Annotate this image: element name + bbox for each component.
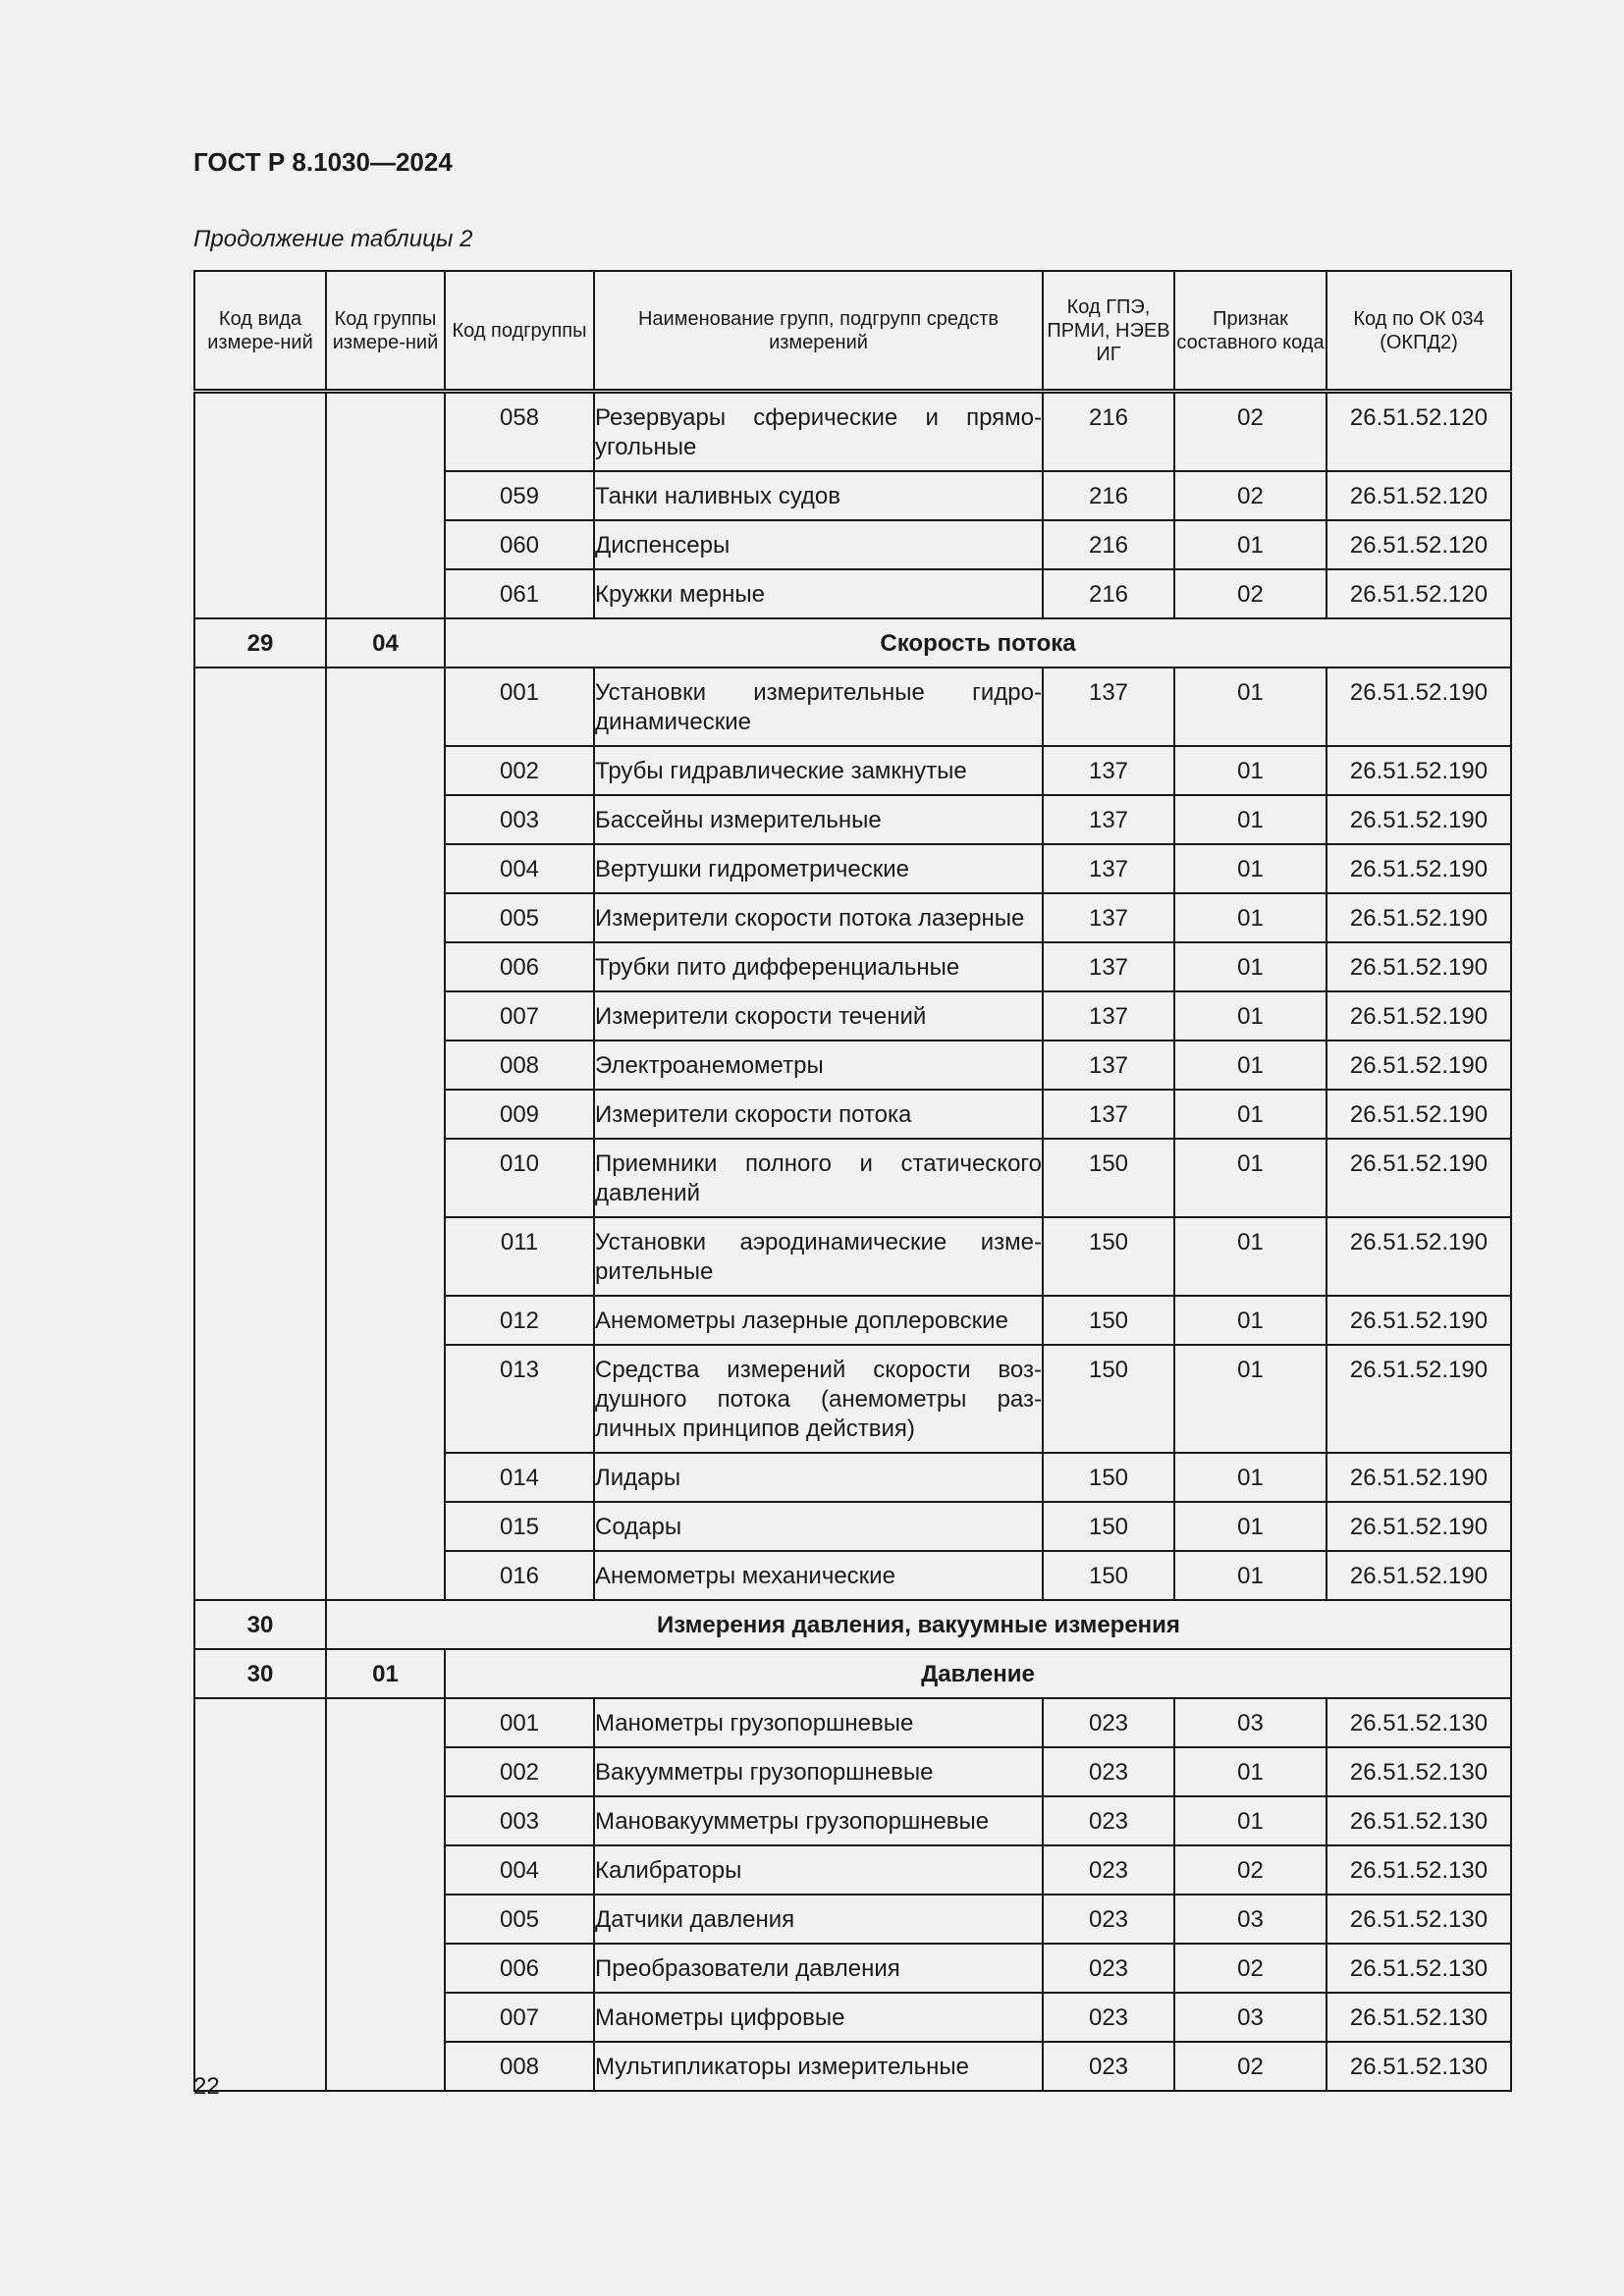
gpe-code: 023 [1043, 1993, 1174, 2042]
okpd-code: 26.51.52.190 [1326, 746, 1511, 795]
subgroup-code: 007 [445, 1993, 594, 2042]
gpe-code: 137 [1043, 746, 1174, 795]
group-cell-empty [326, 667, 445, 1600]
subgroup-code: 004 [445, 844, 594, 893]
gpe-code: 150 [1043, 1217, 1174, 1296]
okpd-code: 26.51.52.130 [1326, 1698, 1511, 1747]
instrument-name: Калибраторы [594, 1845, 1043, 1895]
instrument-name: Преобразователи давления [594, 1944, 1043, 1993]
page-number: 22 [193, 2073, 220, 2100]
gpe-code: 216 [1043, 471, 1174, 520]
instrument-name: Трубки пито дифференциальные [594, 942, 1043, 991]
composite-sign: 02 [1174, 1845, 1326, 1895]
okpd-code: 26.51.52.190 [1326, 1551, 1511, 1600]
group-title: Скорость потока [445, 618, 1511, 667]
instrument-name: Вакуумметры грузопоршневые [594, 1747, 1043, 1796]
gpe-code: 137 [1043, 893, 1174, 942]
instrument-name: Измерители скорости потока [594, 1090, 1043, 1139]
composite-sign: 02 [1174, 392, 1326, 472]
composite-sign: 01 [1174, 1345, 1326, 1453]
group-cell-empty [326, 1698, 445, 2091]
composite-sign: 02 [1174, 1944, 1326, 1993]
data-table [193, 270, 1512, 2092]
instrument-name: Электроанемометры [594, 1041, 1043, 1090]
composite-sign: 02 [1174, 569, 1326, 618]
col-header-name: Наименование групп, подгрупп средств измерений [594, 271, 1043, 392]
gpe-code: 216 [1043, 520, 1174, 569]
group-code: 04 [326, 618, 445, 667]
composite-sign: 01 [1174, 746, 1326, 795]
subgroup-code: 009 [445, 1090, 594, 1139]
subgroup-code: 008 [445, 2042, 594, 2091]
subgroup-code: 061 [445, 569, 594, 618]
okpd-code: 26.51.52.190 [1326, 1453, 1511, 1502]
group-title: Измерения давления, вакуумные измерения [326, 1600, 1511, 1649]
kind-code: 30 [194, 1600, 326, 1649]
composite-sign: 03 [1174, 1895, 1326, 1944]
subgroup-code: 014 [445, 1453, 594, 1502]
subgroup-code: 006 [445, 1944, 594, 1993]
instrument-name: Измерители скорости потока лазерные [594, 893, 1043, 942]
instrument-name: Манометры цифровые [594, 1993, 1043, 2042]
gpe-code: 137 [1043, 991, 1174, 1041]
composite-sign: 01 [1174, 1551, 1326, 1600]
okpd-code: 26.51.52.190 [1326, 1139, 1511, 1217]
okpd-code: 26.51.52.190 [1326, 991, 1511, 1041]
composite-sign: 01 [1174, 1090, 1326, 1139]
okpd-code: 26.51.52.120 [1326, 520, 1511, 569]
instrument-name: Содары [594, 1502, 1043, 1551]
instrument-name: Трубы гидравлические замкнутые [594, 746, 1043, 795]
gpe-code: 150 [1043, 1551, 1174, 1600]
composite-sign: 01 [1174, 844, 1326, 893]
instrument-name: Средства измерений скорости воз-душного потока (анемометры раз-личных принципов действия) [594, 1345, 1043, 1453]
instrument-name: Танки наливных судов [594, 471, 1043, 520]
okpd-code: 26.51.52.190 [1326, 844, 1511, 893]
okpd-code: 26.51.52.120 [1326, 471, 1511, 520]
composite-sign: 01 [1174, 520, 1326, 569]
gpe-code: 150 [1043, 1139, 1174, 1217]
subgroup-code: 001 [445, 667, 594, 746]
composite-sign: 03 [1174, 1993, 1326, 2042]
okpd-code: 26.51.52.190 [1326, 1345, 1511, 1453]
gpe-code: 216 [1043, 569, 1174, 618]
instrument-name: Бассейны измерительные [594, 795, 1043, 844]
composite-sign: 01 [1174, 667, 1326, 746]
gpe-code: 150 [1043, 1345, 1174, 1453]
gpe-code: 023 [1043, 1895, 1174, 1944]
composite-sign: 01 [1174, 795, 1326, 844]
okpd-code: 26.51.52.120 [1326, 569, 1511, 618]
subgroup-code: 015 [445, 1502, 594, 1551]
table-row [194, 392, 1511, 472]
instrument-name: Лидары [594, 1453, 1043, 1502]
gpe-code: 023 [1043, 1845, 1174, 1895]
instrument-name: Установки измерительные гидро-динамические [594, 667, 1043, 746]
subgroup-code: 013 [445, 1345, 594, 1453]
subgroup-code: 012 [445, 1296, 594, 1345]
okpd-code: 26.51.52.130 [1326, 2042, 1511, 2091]
instrument-name: Установки аэродинамические изме-рительные [594, 1217, 1043, 1296]
gpe-code: 137 [1043, 844, 1174, 893]
subgroup-code: 008 [445, 1041, 594, 1090]
col-header-gpe: Код ГПЭ, ПРМИ, НЭЕВ ИГ [1043, 271, 1174, 392]
composite-sign: 02 [1174, 471, 1326, 520]
subgroup-code: 004 [445, 1845, 594, 1895]
gpe-code: 023 [1043, 1698, 1174, 1747]
gpe-code: 137 [1043, 1041, 1174, 1090]
table-header-row [194, 271, 1511, 392]
okpd-code: 26.51.52.190 [1326, 1296, 1511, 1345]
gpe-code: 150 [1043, 1502, 1174, 1551]
kind-code: 29 [194, 618, 326, 667]
gpe-code: 023 [1043, 1747, 1174, 1796]
composite-sign: 01 [1174, 1139, 1326, 1217]
instrument-name: Мановакуумметры грузопоршневые [594, 1796, 1043, 1845]
composite-sign: 01 [1174, 942, 1326, 991]
composite-sign: 01 [1174, 1796, 1326, 1845]
okpd-code: 26.51.52.130 [1326, 1747, 1511, 1796]
gpe-code: 150 [1043, 1453, 1174, 1502]
subgroup-code: 059 [445, 471, 594, 520]
subgroup-code: 060 [445, 520, 594, 569]
instrument-name: Мультипликаторы измерительные [594, 2042, 1043, 2091]
col-header-okpd: Код по ОК 034 (ОКПД2) [1326, 271, 1511, 392]
gpe-code: 023 [1043, 1944, 1174, 1993]
okpd-code: 26.51.52.190 [1326, 893, 1511, 942]
subgroup-code: 010 [445, 1139, 594, 1217]
gpe-code: 023 [1043, 2042, 1174, 2091]
instrument-name: Датчики давления [594, 1895, 1043, 1944]
okpd-code: 26.51.52.190 [1326, 1217, 1511, 1296]
instrument-name: Манометры грузопоршневые [594, 1698, 1043, 1747]
okpd-code: 26.51.52.190 [1326, 1502, 1511, 1551]
col-header-sign: Признак составного кода [1174, 271, 1326, 392]
instrument-name: Резервуары сферические и прямо-угольные [594, 392, 1043, 472]
col-header-subgroup: Код подгруппы [445, 271, 594, 392]
okpd-code: 26.51.52.190 [1326, 942, 1511, 991]
gpe-code: 150 [1043, 1296, 1174, 1345]
okpd-code: 26.51.52.130 [1326, 1944, 1511, 1993]
subgroup-code: 011 [445, 1217, 594, 1296]
kind-cell-empty [194, 1698, 326, 2091]
subgroup-code: 006 [445, 942, 594, 991]
gpe-code: 137 [1043, 667, 1174, 746]
instrument-name: Вертушки гидрометрические [594, 844, 1043, 893]
group-header-row [194, 618, 1511, 667]
okpd-code: 26.51.52.130 [1326, 1993, 1511, 2042]
group-title: Давление [445, 1649, 1511, 1698]
table-caption: Продолжение таблицы 2 [193, 226, 473, 252]
subgroup-code: 005 [445, 1895, 594, 1944]
instrument-name: Диспенсеры [594, 520, 1043, 569]
instrument-name: Измерители скорости течений [594, 991, 1043, 1041]
subgroup-code: 003 [445, 795, 594, 844]
okpd-code: 26.51.52.130 [1326, 1895, 1511, 1944]
table-row [194, 1698, 1511, 1747]
composite-sign: 01 [1174, 991, 1326, 1041]
kind-cell-empty [194, 392, 326, 619]
okpd-code: 26.51.52.190 [1326, 667, 1511, 746]
composite-sign: 01 [1174, 1747, 1326, 1796]
col-header-kind: Код вида измере-ний [194, 271, 326, 392]
okpd-code: 26.51.52.120 [1326, 392, 1511, 472]
gpe-code: 137 [1043, 942, 1174, 991]
instrument-name: Анемометры механические [594, 1551, 1043, 1600]
gpe-code: 137 [1043, 795, 1174, 844]
subgroup-code: 002 [445, 746, 594, 795]
instrument-name: Кружки мерные [594, 569, 1043, 618]
subgroup-code: 007 [445, 991, 594, 1041]
gpe-code: 216 [1043, 392, 1174, 472]
composite-sign: 01 [1174, 1502, 1326, 1551]
okpd-code: 26.51.52.130 [1326, 1845, 1511, 1895]
kind-cell-empty [194, 667, 326, 1600]
subgroup-code: 016 [445, 1551, 594, 1600]
table-row [194, 667, 1511, 746]
group-header-row [194, 1649, 1511, 1698]
composite-sign: 01 [1174, 1453, 1326, 1502]
gpe-code: 137 [1043, 1090, 1174, 1139]
group-cell-empty [326, 392, 445, 619]
okpd-code: 26.51.52.130 [1326, 1796, 1511, 1845]
col-header-group: Код группы измере-ний [326, 271, 445, 392]
composite-sign: 02 [1174, 2042, 1326, 2091]
subgroup-code: 001 [445, 1698, 594, 1747]
subgroup-code: 002 [445, 1747, 594, 1796]
instrument-name: Анемометры лазерные доплеровские [594, 1296, 1043, 1345]
instrument-name: Приемники полного и статического давлений [594, 1139, 1043, 1217]
composite-sign: 01 [1174, 1041, 1326, 1090]
composite-sign: 01 [1174, 1217, 1326, 1296]
okpd-code: 26.51.52.190 [1326, 795, 1511, 844]
okpd-code: 26.51.52.190 [1326, 1041, 1511, 1090]
composite-sign: 01 [1174, 1296, 1326, 1345]
gpe-code: 023 [1043, 1796, 1174, 1845]
kind-code: 30 [194, 1649, 326, 1698]
composite-sign: 01 [1174, 893, 1326, 942]
group-header-row [194, 1600, 1511, 1649]
subgroup-code: 058 [445, 392, 594, 472]
group-code: 01 [326, 1649, 445, 1698]
composite-sign: 03 [1174, 1698, 1326, 1747]
document-title: ГОСТ Р 8.1030—2024 [193, 147, 453, 177]
subgroup-code: 003 [445, 1796, 594, 1845]
subgroup-code: 005 [445, 893, 594, 942]
okpd-code: 26.51.52.190 [1326, 1090, 1511, 1139]
